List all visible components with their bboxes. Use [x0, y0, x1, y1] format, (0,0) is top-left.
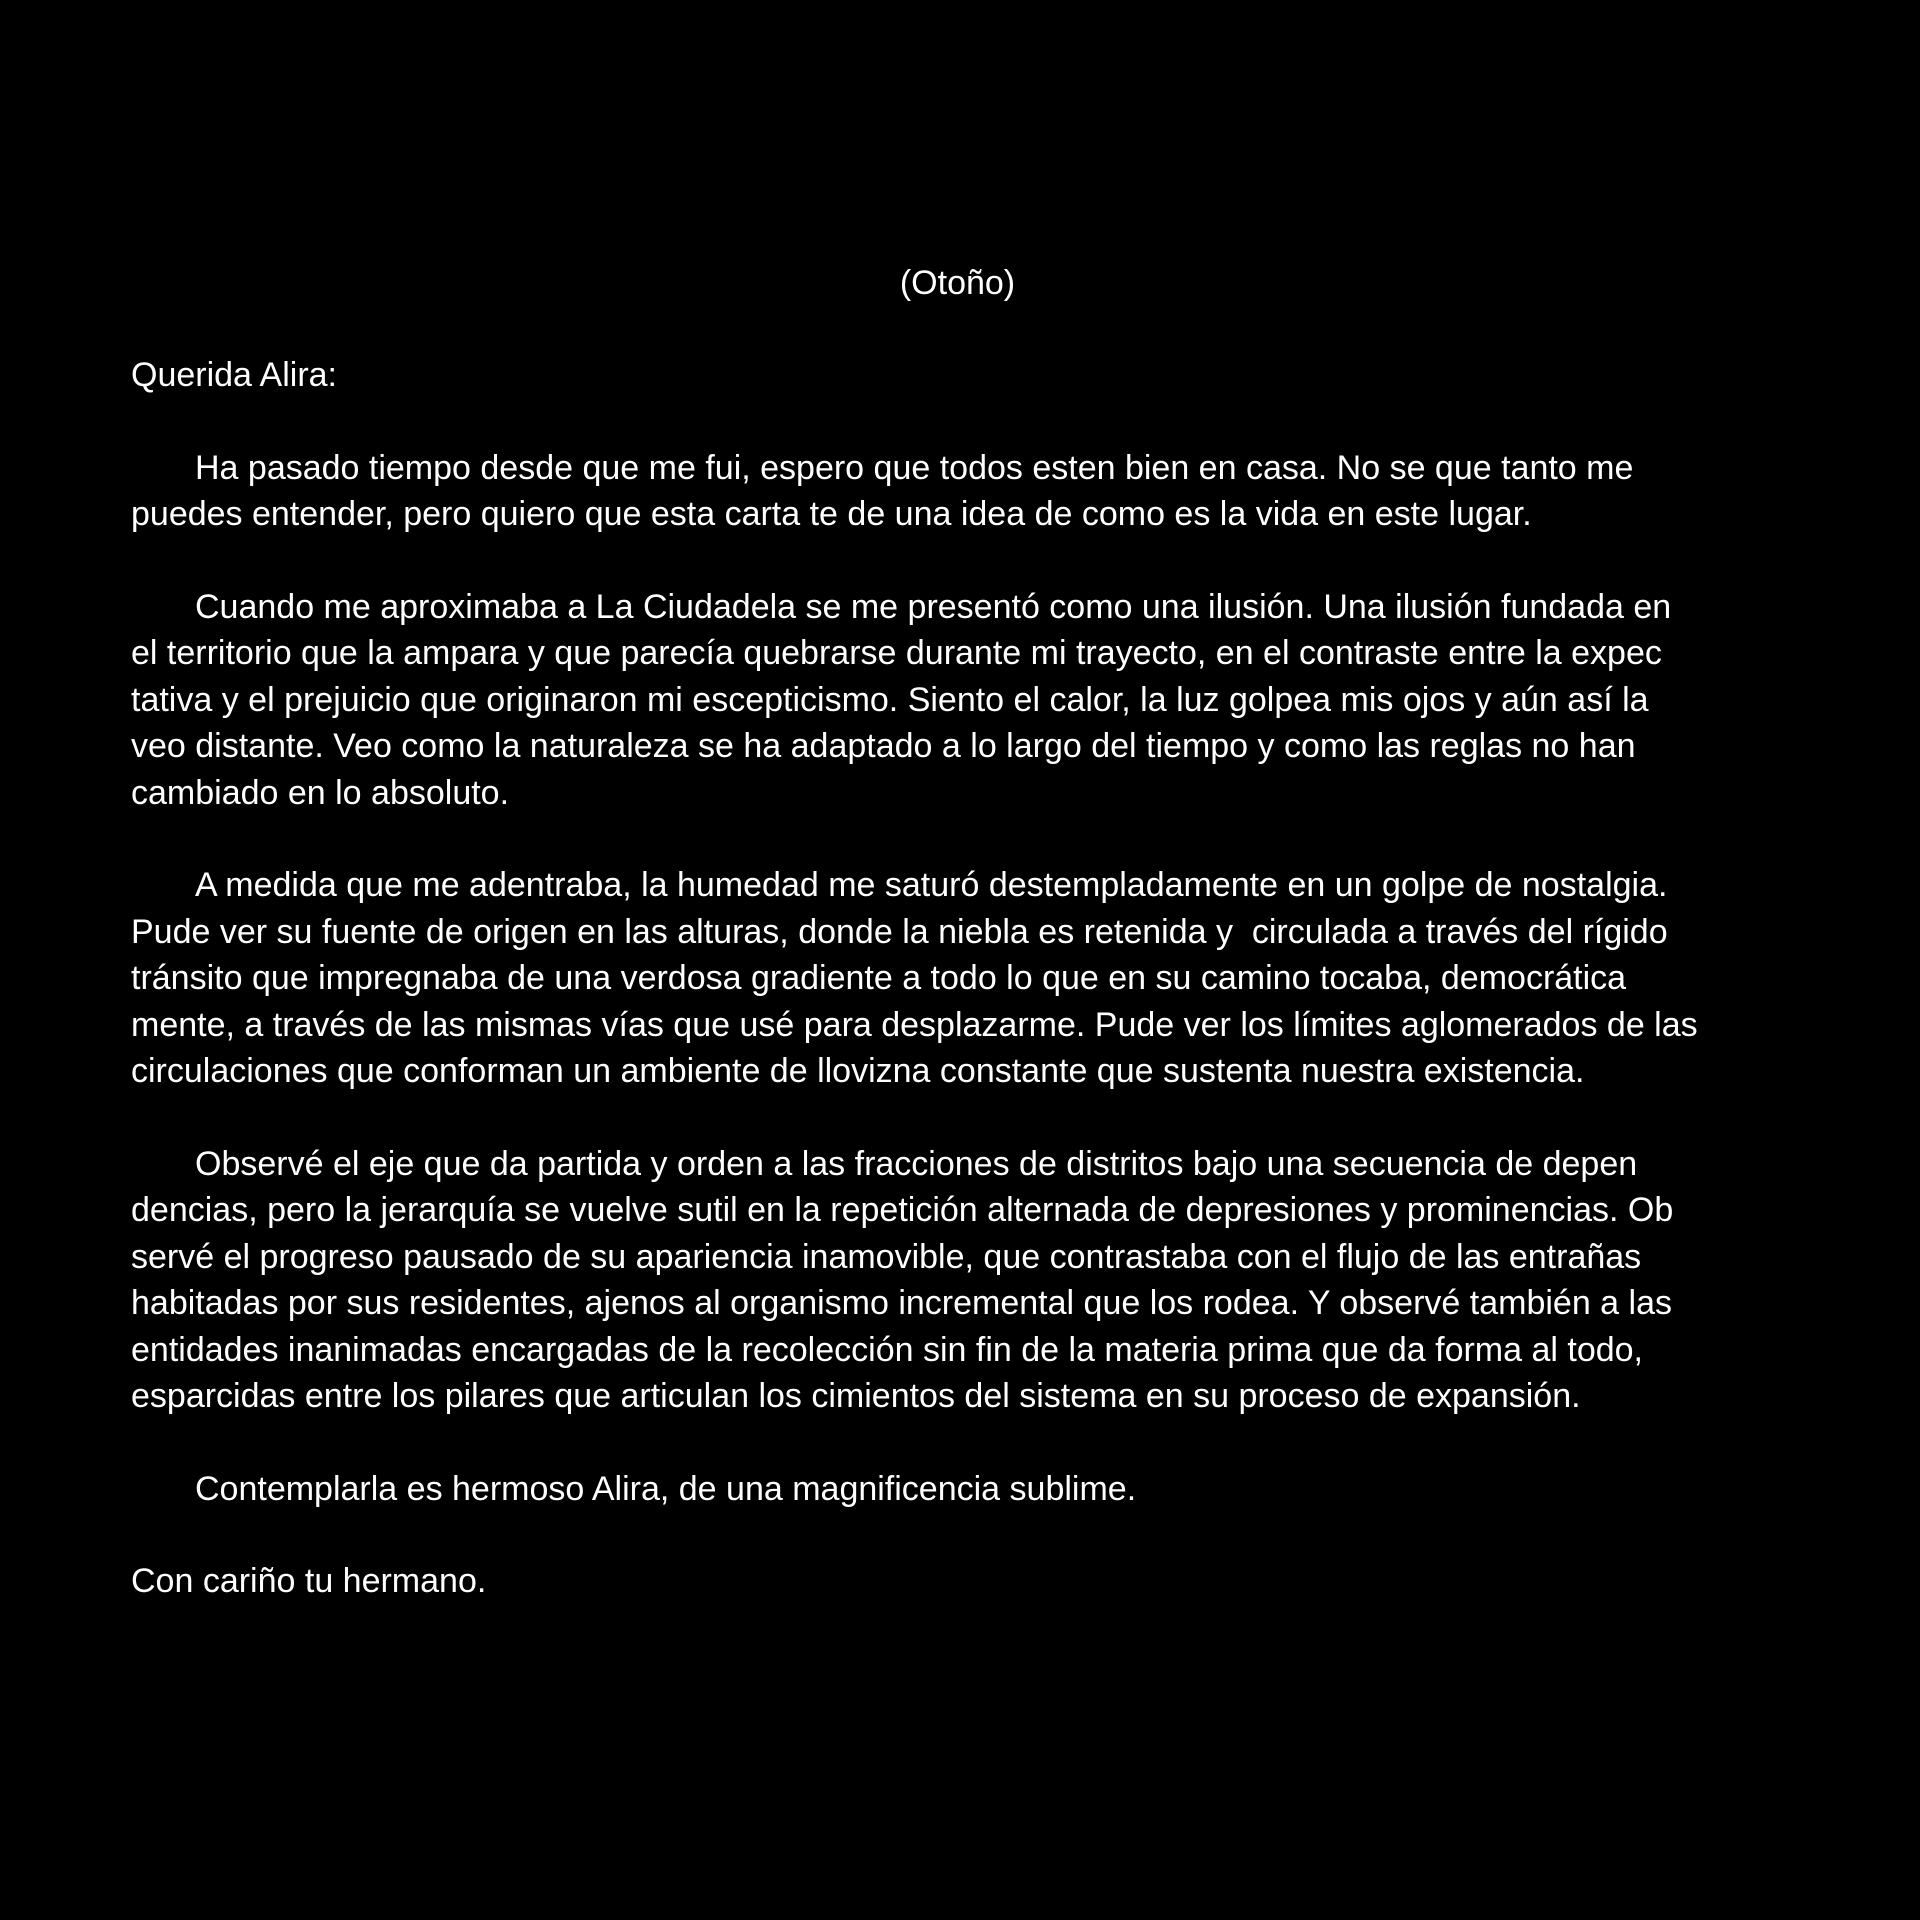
- paragraph-line: cambiado en lo absoluto.: [131, 773, 510, 812]
- paragraph-2: [131, 584, 1791, 817]
- paragraph-line: Cuando me aproximaba a La Ciudadela se me presentó como una ilusión. Una ilusión fundada en: [195, 587, 1672, 626]
- letter-greeting: Querida Alira:: [131, 356, 337, 394]
- letter-closing: Con cariño tu hermano.: [131, 1562, 487, 1600]
- paragraph-3: [131, 862, 1791, 1095]
- paragraph-4: [131, 1141, 1791, 1420]
- paragraph-line: dencias, pero la jerarquía se vuelve sutil en la repetición alternada de depresiones y prominencias. Ob: [131, 1191, 1674, 1229]
- paragraph-line: veo distante. Veo como la naturaleza se ha adaptado a lo largo del tiempo y como las reglas no han: [131, 727, 1636, 765]
- paragraph-5: [131, 1466, 1791, 1513]
- paragraph-line: tativa y el prejuicio que originaron mi escepticismo. Siento el calor, la luz golpea mis ojos y aún así la: [131, 680, 1649, 719]
- season-title: (Otoño): [899, 264, 1016, 302]
- paragraph-line: esparcidas entre los pilares que articulan los cimientos del sistema en su proceso de expansión.: [131, 1377, 1581, 1415]
- paragraph-line: A medida que me adentraba, la humedad me saturó destempladamente en un golpe de nostalgia.: [195, 866, 1668, 904]
- paragraph-line: Ha pasado tiempo desde que me fui, espero que todos esten bien en casa. No se que tanto me: [195, 448, 1634, 487]
- paragraph-line: habitadas por sus residentes, ajenos al organismo incremental que los rodea. Y observé también a las: [131, 1284, 1672, 1322]
- paragraph-line: Observé el eje que da partida y orden a las fracciones de distritos bajo una secuencia de depen: [195, 1144, 1638, 1183]
- paragraph-1: [131, 445, 1791, 538]
- paragraph-line: Pude ver su fuente de origen en las alturas, donde la niebla es retenida y circulada a través del rígido: [131, 912, 1668, 951]
- paragraph-line: Contemplarla es hermoso Alira, de una magnificencia sublime.: [195, 1469, 1137, 1508]
- paragraph-line: entidades inanimadas encargadas de la recolección sin fin de la materia prima que da forma al todo,: [131, 1330, 1644, 1369]
- letter-body: [131, 352, 1791, 1605]
- paragraph-line: servé el progreso pausado de su apariencia inamovible, que contrastaba con el flujo de las entrañas: [131, 1237, 1642, 1276]
- paragraph-line: tránsito que impregnaba de una verdosa gradiente a todo lo que en su camino tocaba, democrática: [131, 959, 1627, 997]
- paragraph-line: puedes entender, pero quiero que esta carta te de una idea de como es la vida en este lugar.: [131, 495, 1532, 533]
- paragraph-line: circulaciones que conforman un ambiente de llovizna constante que sustenta nuestra existencia.: [131, 1052, 1585, 1090]
- paragraph-line: mente, a través de las mismas vías que usé para desplazarme. Pude ver los límites aglomerados de las: [131, 1005, 1698, 1044]
- paragraph-line: el territorio que la ampara y que parecía quebrarse durante mi trayecto, en el contraste entre la expec: [131, 634, 1662, 672]
